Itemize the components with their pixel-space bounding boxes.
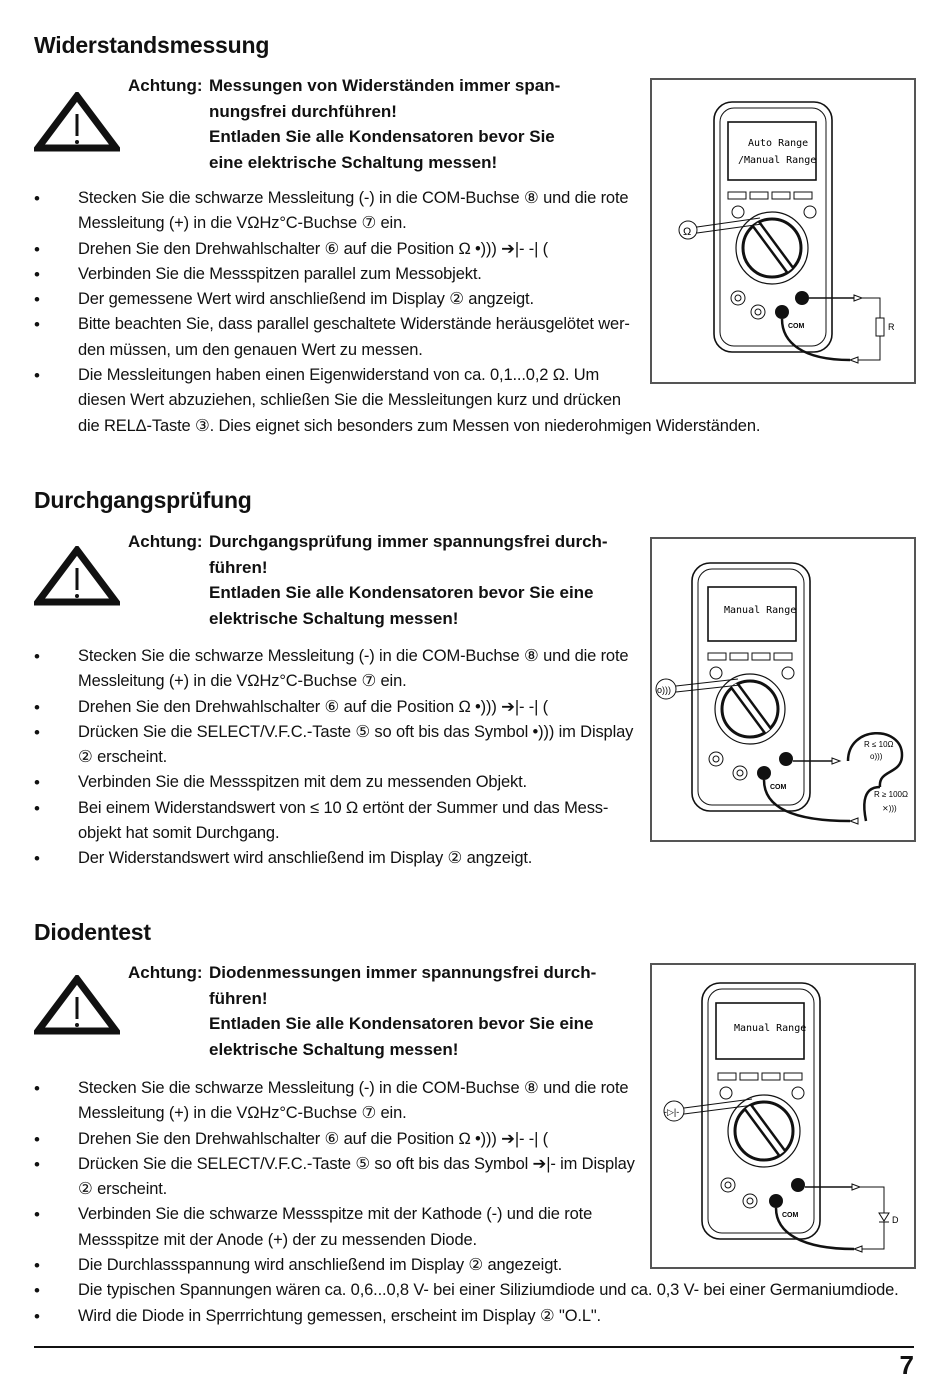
warning-line: führen! xyxy=(209,557,268,577)
warning-line: eine elektrische Schaltung messen! xyxy=(209,152,498,172)
section-heading-continuity: Durchgangsprüfung xyxy=(34,487,252,513)
multimeter-continuity-diagram xyxy=(652,539,914,840)
warning-block xyxy=(128,960,596,1062)
multimeter-resistance-diagram xyxy=(652,80,914,382)
callout-label: o))) xyxy=(657,685,671,695)
list-item: • Stecken Sie die schwarze Messleitung (-) in die COM-Buchse ⑧ und die rote Messleitung (+) in die VΩHz°C-Buchse ⑦ ein. xyxy=(34,1076,899,1127)
list-item: • Wird die Diode in Sperrrichtung gemessen, erscheint im Display ② "O.L". xyxy=(34,1304,899,1329)
display-line: Auto Range xyxy=(748,138,809,149)
list-item: • Stecken Sie die schwarze Messleitung (-) in die COM-Buchse ⑧ und die rote Messleitung (+) in die VΩHz°C-Buchse ⑦ ein. xyxy=(34,186,760,237)
warning-line: Entladen Sie alle Kondensatoren bevor Sie xyxy=(209,127,555,146)
warning-line: Messungen von Widerständen immer span- xyxy=(209,76,561,95)
warning-line: elektrische Schaltung messen! xyxy=(209,1039,459,1059)
list-item: • Die Messleitungen haben einen Eigenwiderstand von ca. 0,1...0,2 Ω. Um diesen Wert abzuziehen, schließen Sie die Messleitungen kurz und drücken die RELΔ-Taste ③. Dies eignet sich besonders zum Messen von niederohmigen Widerständen. xyxy=(34,363,760,439)
warning-line: elektrische Schaltung messen! xyxy=(209,608,459,628)
figure-continuity xyxy=(650,537,916,842)
list-item: • Verbinden Sie die Messspitzen mit dem zu messenden Objekt. xyxy=(34,770,633,795)
condition-label-high: R ≥ 100Ω xyxy=(874,790,908,799)
no-beep-icon: ⨯))) xyxy=(882,804,897,813)
figure-diode xyxy=(650,963,916,1269)
list-item: • Stecken Sie die schwarze Messleitung (-) in die COM-Buchse ⑧ und die rote Messleitung (+) in die VΩHz°C-Buchse ⑦ ein. xyxy=(34,644,633,695)
warning-triangle-icon xyxy=(34,975,120,1035)
warning-label: Achtung: xyxy=(128,963,203,982)
list-item: • Drücken Sie die SELECT/V.F.C.-Taste ⑤ so oft bis das Symbol •))) im Display ② erscheint. xyxy=(34,720,633,771)
section-heading-resistance: Widerstandsmessung xyxy=(34,32,270,58)
list-item: • Der Widerstandswert wird anschließend im Display ② angzeigt. xyxy=(34,846,633,871)
list-item: • Drehen Sie den Drehwahlschalter ⑥ auf die Position Ω •))) ➔|- -| ( xyxy=(34,695,633,720)
callout-label: -▷|- xyxy=(664,1107,680,1117)
warning-line: Entladen Sie alle Kondensatoren bevor Sie eine xyxy=(209,1014,594,1033)
warning-line: Durchgangsprüfung immer spannungsfrei durch- xyxy=(209,532,608,551)
multimeter-diode-diagram xyxy=(652,965,914,1267)
list-item: • Verbinden Sie die Messspitzen parallel zum Messobjekt. xyxy=(34,262,760,287)
footer-rule xyxy=(34,1346,914,1348)
display-line: Manual Range xyxy=(734,1023,807,1034)
list-item: • Drehen Sie den Drehwahlschalter ⑥ auf die Position Ω •))) ➔|- -| ( xyxy=(34,1127,899,1152)
warning-triangle-icon xyxy=(34,92,120,152)
warning-label: Achtung: xyxy=(128,76,203,95)
com-label: COM xyxy=(782,1212,799,1219)
condition-label-low: R ≤ 10Ω xyxy=(864,740,894,749)
component-label: D xyxy=(892,1215,899,1225)
list-item: • Der gemessene Wert wird anschließend im Display ② angzeigt. xyxy=(34,287,760,312)
warning-line: führen! xyxy=(209,988,268,1008)
list-item: • Die Durchlassspannung wird anschließend im Display ② angezeigt. xyxy=(34,1253,899,1278)
page-number: 7 xyxy=(899,1350,914,1380)
component-label: R xyxy=(888,322,895,332)
warning-block xyxy=(128,73,560,175)
list-item: • Drehen Sie den Drehwahlschalter ⑥ auf die Position Ω •))) ➔|- -| ( xyxy=(34,237,760,262)
warning-label: Achtung: xyxy=(128,532,203,551)
bullet-list xyxy=(34,644,633,872)
list-item: • Bei einem Widerstandswert von ≤ 10 Ω ertönt der Summer und das Mess- objekt hat somit Durchgang. xyxy=(34,796,633,847)
callout-label: Ω xyxy=(683,226,692,238)
warning-block xyxy=(128,529,608,631)
com-label: COM xyxy=(788,323,805,330)
display-line: /Manual Range xyxy=(738,155,817,166)
figure-resistance xyxy=(650,78,916,384)
warning-triangle-icon xyxy=(34,546,120,606)
warning-line: Entladen Sie alle Kondensatoren bevor Sie eine xyxy=(209,583,594,602)
beep-icon: o))) xyxy=(870,752,883,761)
list-item: • Die typischen Spannungen wären ca. 0,6...0,8 V- bei einer Siliziumdiode und ca. 0,3 V- bei einer Germaniumdiode. xyxy=(34,1278,899,1303)
display-line: Manual Range xyxy=(724,605,797,616)
section-heading-diode: Diodentest xyxy=(34,919,151,945)
list-item: • Bitte beachten Sie, dass parallel geschaltete Widerstände heräusgelötet wer- den müssen, um den genauen Wert zu messen. xyxy=(34,312,760,363)
warning-line: Diodenmessungen immer spannungsfrei durch- xyxy=(209,963,597,982)
warning-line: nungsfrei durchführen! xyxy=(209,101,397,121)
list-item: • Drücken Sie die SELECT/V.F.C.-Taste ⑤ so oft bis das Symbol ➔|- im Display ② erscheint. xyxy=(34,1152,899,1203)
list-item: • Verbinden Sie die schwarze Messspitze mit der Kathode (-) und die rote Messspitze mit der Anode (+) der zu messenden Diode. xyxy=(34,1202,899,1253)
com-label: COM xyxy=(770,784,787,791)
